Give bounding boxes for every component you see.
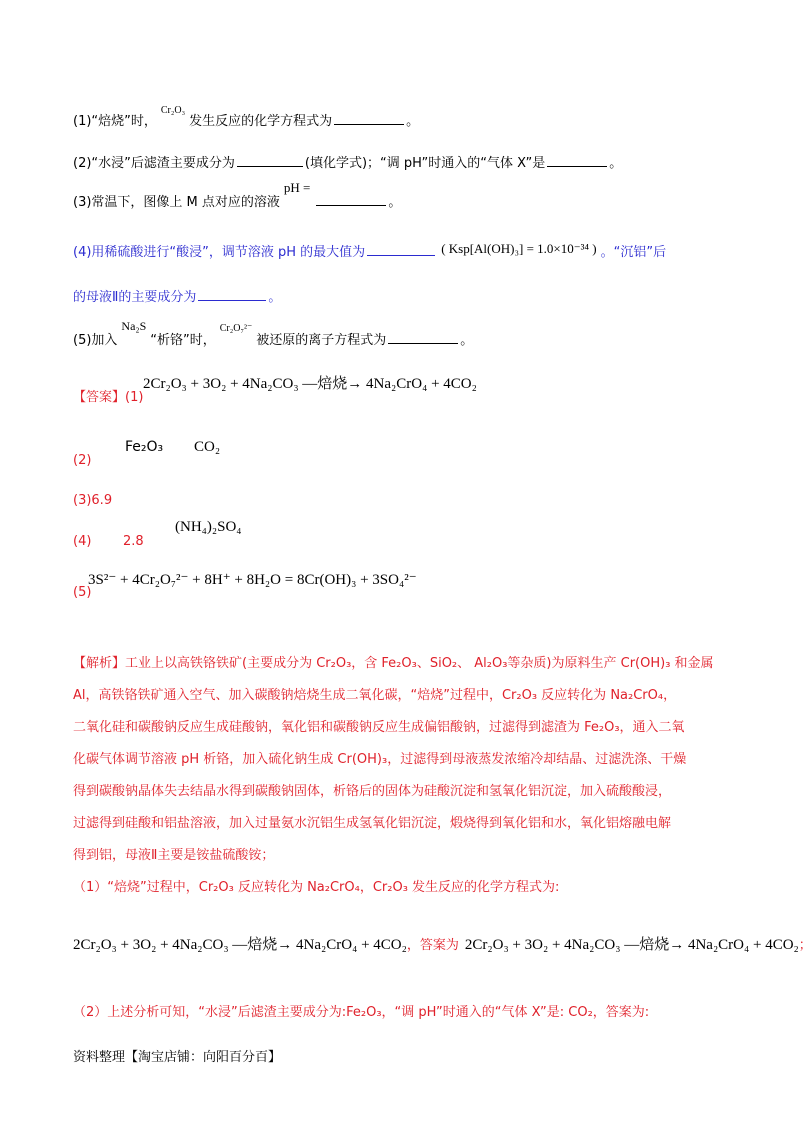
- answer-1: [73, 391, 143, 404]
- footer-text: 资料整理【淘宝店铺：向阳百分百】: [73, 1050, 282, 1065]
- answer-1-num: (1): [125, 390, 144, 405]
- q1-prefix: (1)“焙烧”时，: [73, 114, 157, 129]
- question-4-line-2: [73, 288, 281, 304]
- answer-5-equation: 3S²⁻ + 4Cr₂O₇²⁻ + 8H⁺ + 8H₂O = 8Cr(OH)₃ + 3SO₄²⁻: [88, 572, 417, 588]
- q4-line2: 的母液Ⅱ的主要成分为: [73, 290, 197, 305]
- question-4: [73, 243, 666, 259]
- answer-1-equation: 2Cr₂O₃ + 3O₂ + 4Na₂CO₃ —焙烧→ 4Na₂CrO₄ + 4CO₂: [143, 376, 477, 392]
- analysis-line: 得到碳酸钠晶体失去结晶水得到碳酸钠固体，析铬后的固体为硅酸沉淀和氢氧化铝沉淀，加入硫酸酸浸，: [73, 784, 672, 799]
- answer-3: (3)6.9: [73, 493, 113, 508]
- question-5: [73, 319, 474, 348]
- analysis-eq-end: ；: [798, 938, 812, 953]
- q5-reagent: Na₂S: [121, 319, 147, 333]
- q1-blank: [334, 112, 404, 125]
- answer-2-num: (2): [73, 453, 92, 468]
- q5-mid: “析铬”时，: [150, 333, 216, 348]
- analysis-line: （1）“焙烧”过程中，Cr₂O₃ 反应转化为 Na₂CrO₄，Cr₂O₃ 发生反应的化学方程式为:: [73, 880, 560, 895]
- answer-label: 【答案】: [73, 390, 126, 405]
- analysis-line: 二氧化硅和碳酸钠反应生成硅酸钠，氧化铝和碳酸钠反应生成偏铝酸钠，过滤得到滤渣为 Fe₂O₃，通入二氧: [73, 720, 685, 735]
- analysis-line: 化碳气体调节溶液 pH 析铬，加入硫化钠生成 Cr(OH)₃，过滤得到母液蒸发浓缩冷却结晶、过滤洗涤、干燥: [73, 752, 687, 767]
- analysis-line: 【解析】工业上以高铁铬铁矿(主要成分为 Cr₂O₃，含 Fe₂O₃、SiO₂、 Al₂O₃等杂质)为原料生产 Cr(OH)₃ 和金属: [73, 656, 714, 671]
- q2-blank-2: [547, 154, 607, 167]
- answer-4-value-2: (NH₄)₂SO₄: [175, 519, 242, 535]
- analysis-equation-2: 2Cr₂O₃ + 3O₂ + 4Na₂CO₃ —焙烧→ 4Na₂CrO₄ + 4CO₂: [464, 937, 799, 953]
- q1-text: 发生反应的化学方程式为: [189, 114, 333, 129]
- answer-4-value-1: 2.8: [123, 534, 144, 549]
- answer-2-value-2: CO₂: [194, 439, 221, 455]
- q5-text: 被还原的离子方程式为: [256, 333, 387, 348]
- analysis-eq-mid: ，答案为: [406, 938, 459, 953]
- q4-mid: 。“沉铝”后: [600, 245, 667, 260]
- q5-blank: [388, 331, 458, 344]
- answer-4-num: (4): [73, 534, 92, 549]
- question-2: [73, 154, 622, 170]
- analysis-line: Al，高铁铬铁矿通入空气、加入碳酸钠焙烧生成二氧化碳，“焙烧”过程中，Cr₂O₃ 反应转化为 Na₂CrO₄，: [73, 688, 677, 703]
- q4-end: 。: [268, 290, 282, 305]
- q3-ph: pH =: [283, 180, 311, 195]
- q5-end: 。: [460, 333, 474, 348]
- q5-prefix: (5)加入: [73, 333, 118, 348]
- q5-ion: Cr₂O₇²⁻: [219, 323, 253, 334]
- q2-end: 。: [609, 156, 623, 171]
- q1-formula: Cr₂O₃: [160, 105, 186, 116]
- analysis-equation-1: 2Cr₂O₃ + 3O₂ + 4Na₂CO₃ —焙烧→ 4Na₂CrO₄ + 4CO₂: [73, 937, 407, 953]
- q2-blank-1: [237, 154, 303, 167]
- q3-blank: [316, 193, 386, 206]
- q2-prefix: (2)“水浸”后滤渣主要成分为: [73, 156, 235, 171]
- analysis-line: 过滤得到硅酸和铝盐溶液，加入过量氨水沉铝生成氢氧化铝沉淀，煅烧得到氧化铝和水，氧化铝熔融电解: [73, 816, 672, 831]
- analysis-last-line: （2）上述分析可知，“水浸”后滤渣主要成分为:Fe₂O₃，“调 pH”时通入的“气体 X”是: CO₂，答案为:: [73, 1005, 650, 1020]
- analysis-equation-line: [73, 938, 812, 953]
- question-1: [73, 105, 420, 129]
- q1-end: 。: [406, 114, 420, 129]
- q4-blank-2: [198, 288, 266, 301]
- analysis-line: 得到铝，母液Ⅱ主要是铵盐硫酸铵；: [73, 848, 275, 863]
- q3-end: 。: [388, 195, 402, 210]
- q3-prefix: (3)常温下，图像上 M 点对应的溶液: [73, 195, 280, 210]
- answer-2-value-1: Fe₂O₃: [125, 439, 164, 455]
- answer-5-num: (5): [73, 585, 92, 600]
- q4-ksp: ( Ksp[Al(OH)₃] = 1.0×10⁻³⁴ ): [441, 241, 597, 256]
- q4-blank-1: [367, 243, 435, 256]
- question-3: [73, 180, 402, 210]
- q4-prefix: (4)用稀硫酸进行“酸浸”，调节溶液 pH 的最大值为: [73, 245, 366, 260]
- q2-mid: (填化学式)；“调 pH”时通入的“气体 X”是: [304, 156, 546, 171]
